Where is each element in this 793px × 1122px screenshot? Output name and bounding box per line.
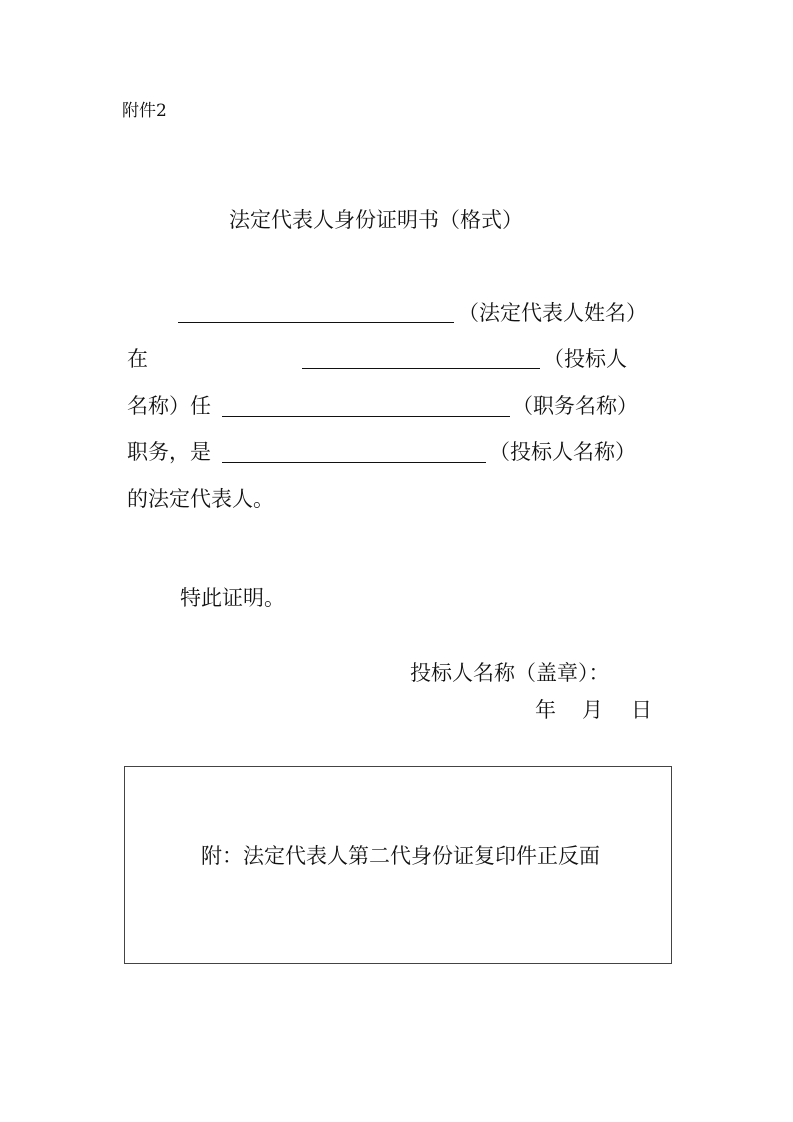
line4-suffix-text: （投标人名称）: [489, 440, 636, 464]
company-name-blank[interactable]: [222, 462, 486, 463]
attachment-label: 附件2: [122, 101, 167, 121]
name-suffix-text: （法定代表人姓名）: [458, 301, 647, 325]
position-blank[interactable]: [222, 416, 510, 417]
line2-prefix-text: 在: [127, 347, 148, 371]
bidder-name-blank[interactable]: [302, 368, 540, 369]
date-day-label: 日: [631, 698, 652, 722]
attachment-note: 附：法定代表人第二代身份证复印件正反面: [201, 844, 600, 868]
line3-suffix-text: （职务名称）: [512, 394, 638, 418]
line3-prefix-text: 名称）任: [127, 394, 211, 418]
bidder-seal-label: 投标人名称（盖章）：: [410, 661, 610, 685]
certify-text: 特此证明。: [180, 586, 285, 610]
line5-text: 的法定代表人。: [127, 487, 274, 511]
name-blank[interactable]: [178, 322, 454, 323]
line4-prefix-text: 职务，是: [127, 440, 211, 464]
date-month-label: 月: [582, 698, 603, 722]
document-title: 法定代表人身份证明书（格式）: [229, 208, 523, 232]
date-year-label: 年: [535, 698, 556, 722]
line2-suffix-text: （投标人: [543, 347, 627, 371]
